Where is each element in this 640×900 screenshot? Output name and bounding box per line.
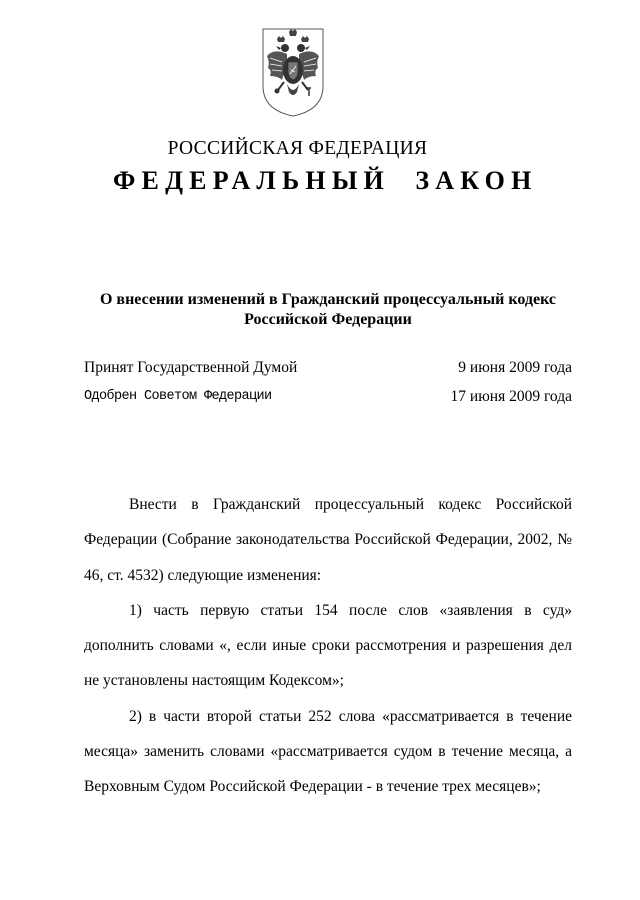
body-paragraph: Внести в Гражданский процессуальный кодекс Российской Федерации (Собрание законодательства Российской Федерации, 2002, № 46, ст. 4532) следующие изменения:: [84, 496, 572, 584]
country-name: РОССИЙСКАЯ ФЕДЕРАЦИЯ: [167, 138, 428, 159]
adoption-label: Принят Государственной Думой: [84, 359, 298, 376]
adoption-row-duma: [84, 359, 572, 379]
adoption-date: 9 июня 2009 года: [458, 359, 572, 376]
law-title: О внесении изменений в Гражданский процессуальный кодекс Российской Федерации: [99, 291, 557, 328]
adoption-date: 17 июня 2009 года: [450, 388, 572, 405]
body-paragraph: 2) в части второй статьи 252 слова «рассматривается в течение месяца» заменить словами «рассматривается судом в течение месяца, а Верховным Судом Российской Федерации - в течение трех месяцев»;: [84, 707, 572, 796]
adoption-row-council: [84, 388, 572, 408]
body-paragraph: 1) часть первую статьи 154 после слов «заявления в суд» дополнить словами «, если иные сроки рассмотрения и разрешения дел не установлены настоящим Кодексом»;: [84, 601, 572, 690]
document-type: ФЕДЕРАЛЬНЫЙ ЗАКОН: [113, 166, 538, 195]
russian-coat-of-arms-icon: [260, 26, 326, 118]
law-body: [84, 487, 572, 805]
adoption-label: Одобрен Советом Федерации: [84, 389, 272, 404]
